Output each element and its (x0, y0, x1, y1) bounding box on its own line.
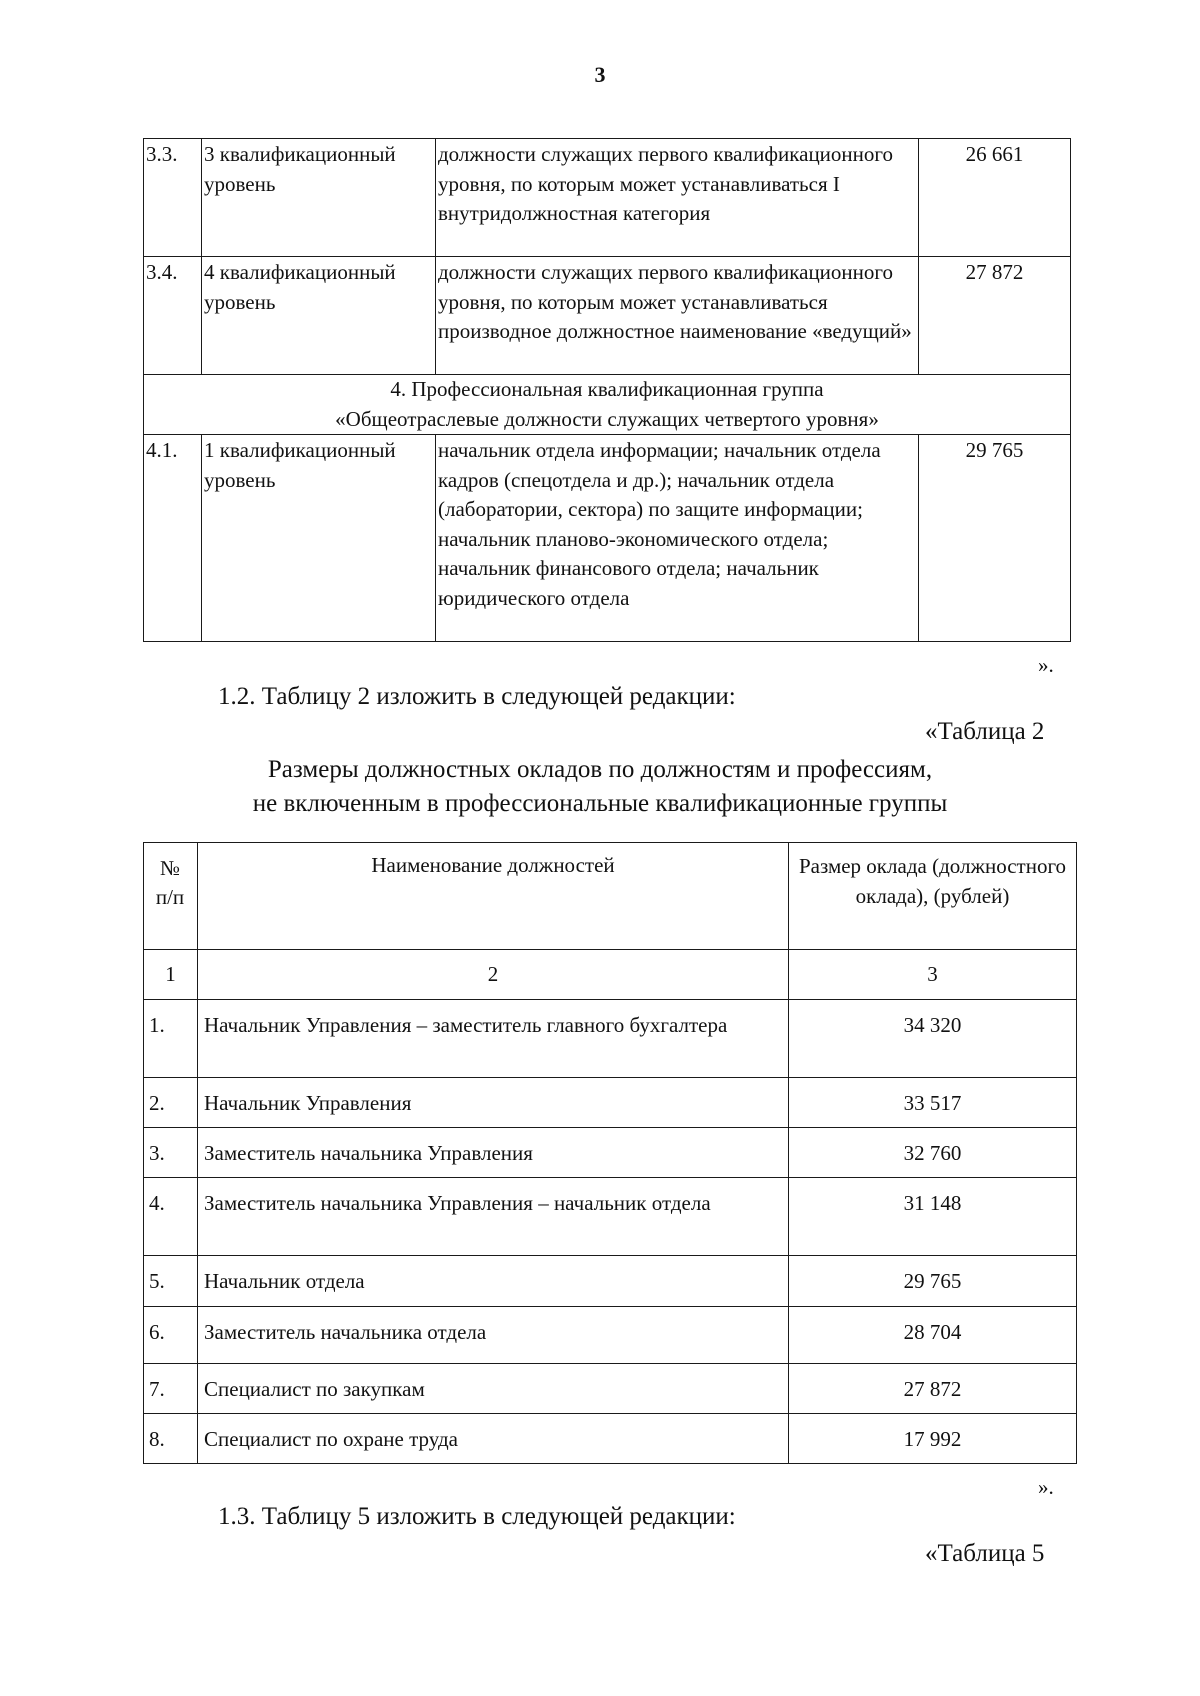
row-number: 4. (144, 1178, 198, 1256)
table-row (144, 1414, 1077, 1464)
salary-cell: 17 992 (789, 1414, 1077, 1464)
qualification-level: 3 квалификационный уровень (202, 139, 436, 257)
table-row (144, 1256, 1077, 1307)
qualification-groups-table (143, 138, 1071, 642)
table-row (144, 257, 1071, 375)
table-2-title (0, 753, 1200, 821)
row-number: 6. (144, 1307, 198, 1364)
table-row (144, 1000, 1077, 1078)
header-number: № п/п (144, 843, 198, 950)
positions-cell: должности служащих первого квалификационного уровня, по которым может устанавливаться I внутридолжностная категория (436, 139, 919, 257)
group-heading-row (144, 375, 1071, 435)
closing-quote: ». (1038, 653, 1054, 677)
position-name: Специалист по охране труда (198, 1414, 789, 1464)
header-name: Наименование должностей (198, 843, 789, 950)
index-row (144, 950, 1077, 1000)
header-salary: Размер оклада (должностного оклада), (рублей) (789, 843, 1077, 950)
table-row (144, 1128, 1077, 1178)
index-cell: 2 (198, 950, 789, 1000)
qualification-level: 4 квалификационный уровень (202, 257, 436, 375)
row-number: 2. (144, 1078, 198, 1128)
position-name: Заместитель начальника отдела (198, 1307, 789, 1364)
position-name: Начальник Управления – заместитель главного бухгалтера (198, 1000, 789, 1078)
salary-cell: 32 760 (789, 1128, 1077, 1178)
position-name: Начальник отдела (198, 1256, 789, 1307)
row-number: 3.3. (144, 139, 202, 257)
position-name: Начальник Управления (198, 1078, 789, 1128)
salary-cell: 27 872 (919, 257, 1071, 375)
salary-cell: 28 704 (789, 1307, 1077, 1364)
salary-cell: 27 872 (789, 1364, 1077, 1414)
position-name: Специалист по закупкам (198, 1364, 789, 1414)
page-number: 3 (594, 62, 606, 87)
paragraph-1-2: 1.2. Таблицу 2 изложить в следующей редакции: (218, 683, 736, 710)
row-number: 7. (144, 1364, 198, 1414)
table-row (144, 1178, 1077, 1256)
header-row (144, 843, 1077, 950)
row-number: 3.4. (144, 257, 202, 375)
row-number: 4.1. (144, 435, 202, 642)
row-number: 5. (144, 1256, 198, 1307)
table-2-label: «Таблица 2 (925, 718, 1045, 745)
position-name: Заместитель начальника Управления (198, 1128, 789, 1178)
qualification-level: 1 квалификационный уровень (202, 435, 436, 642)
table-row (144, 435, 1071, 642)
position-name: Заместитель начальника Управления – начальник отдела (198, 1178, 789, 1256)
paragraph-1-3: 1.3. Таблицу 5 изложить в следующей редакции: (218, 1503, 736, 1530)
positions-cell: начальник отдела информации; начальник отдела кадров (спецотдела и др.); начальник отдела (лаборатории, сектора) по защите информации; начальник планово-экономического отдела; начальник финансового отдела; начальник юридического отдела (436, 435, 919, 642)
table-row (144, 1364, 1077, 1414)
row-number: 1. (144, 1000, 198, 1078)
salary-cell: 31 148 (789, 1178, 1077, 1256)
closing-quote: ». (1038, 1475, 1054, 1499)
salary-cell: 29 765 (919, 435, 1071, 642)
salary-cell: 26 661 (919, 139, 1071, 257)
table-row (144, 1307, 1077, 1364)
group-heading (144, 375, 1071, 435)
salary-cell: 33 517 (789, 1078, 1077, 1128)
salary-cell: 29 765 (789, 1256, 1077, 1307)
positions-cell: должности служащих первого квалификационного уровня, по которым может устанавливаться производное должностное наименование «ведущий» (436, 257, 919, 375)
salary-cell: 34 320 (789, 1000, 1077, 1078)
table-row (144, 139, 1071, 257)
row-number: 8. (144, 1414, 198, 1464)
table-2-title-line-2: не включенным в профессиональные квалификационные группы (252, 790, 948, 817)
salaries-table (143, 842, 1077, 1464)
table-row (144, 1078, 1077, 1128)
group-heading-line-2: «Общеотраслевые должности служащих четвертого уровня» (335, 406, 879, 431)
table-5-label: «Таблица 5 (925, 1540, 1045, 1567)
group-heading-line-1: 4. Профессиональная квалификационная группа (390, 377, 824, 401)
index-cell: 3 (789, 950, 1077, 1000)
index-cell: 1 (144, 950, 198, 1000)
table-2-title-line-1: Размеры должностных окладов по должностям и профессиям, (267, 756, 933, 783)
row-number: 3. (144, 1128, 198, 1178)
